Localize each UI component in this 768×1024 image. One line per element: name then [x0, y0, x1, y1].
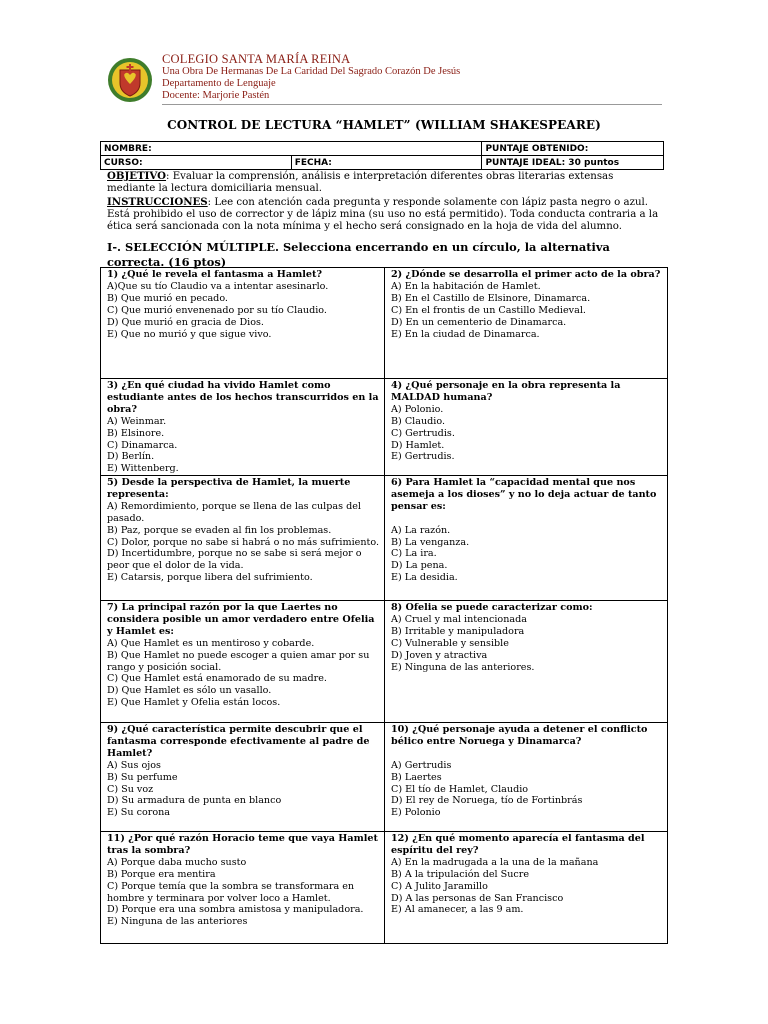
answer-option[interactable]: A)Que su tío Claudio va a intentar asesinarlo.	[107, 280, 329, 292]
answer-option[interactable]: C) Porque temía que la sombra se transformara en hombre y terminara por volver loco a Hamlet.	[107, 880, 355, 904]
answer-option[interactable]: D) Que Hamlet es sólo un vasallo.	[107, 685, 272, 697]
question-cell	[101, 476, 384, 600]
instructions-paragraph	[107, 196, 663, 234]
answer-option[interactable]: A) Gertrudis	[391, 759, 452, 771]
answer-option[interactable]: D) Que murió en gracia de Dios.	[107, 316, 264, 328]
answer-option[interactable]: B) Elsinore.	[107, 427, 165, 439]
school-info	[162, 52, 460, 102]
answer-option[interactable]: D) Hamlet.	[391, 439, 445, 451]
question-text: 3) ¿En qué ciudad ha vivido Hamlet como estudiante antes de los hechos transcurridos en la obra?	[107, 380, 379, 415]
answer-option[interactable]: E) Que no murió y que sigue vivo.	[107, 328, 272, 340]
question-cell	[101, 379, 384, 475]
question-cell	[384, 601, 667, 722]
question-cell	[101, 601, 384, 722]
question-text: 8) Ofelia se puede caracterizar como:	[391, 602, 593, 613]
answer-option[interactable]: D) Su armadura de punta en blanco	[107, 795, 282, 807]
answer-option[interactable]: D) Incertidumbre, porque no se sabe si será mejor o peor que el dolor de la vida.	[107, 548, 362, 572]
question-cell	[384, 723, 667, 831]
answer-option[interactable]: B) La venganza.	[391, 536, 470, 548]
school-subtitle: Una Obra De Hermanas De La Caridad Del Sagrado Corazón De Jesús	[162, 66, 461, 77]
answer-option[interactable]: E) Gertrudis.	[391, 451, 455, 463]
question-row	[101, 268, 667, 378]
answer-option[interactable]: A) En la habitación de Hamlet.	[391, 280, 541, 292]
answer-option[interactable]: E) Polonio	[391, 807, 441, 819]
answer-option[interactable]: D) La pena.	[391, 560, 448, 572]
question-cell	[101, 268, 384, 378]
answer-option[interactable]: E) En la ciudad de Dinamarca.	[391, 328, 540, 340]
answer-option[interactable]: C) El tío de Hamlet, Claudio	[391, 783, 529, 795]
puntaje-obtenido-field[interactable]: PUNTAJE OBTENIDO:	[482, 142, 664, 156]
answer-option[interactable]: C) En el frontis de un Castillo Medieval.	[391, 304, 586, 316]
objective-label: OBJETIVO	[107, 170, 167, 182]
answer-option[interactable]: C) Su voz	[107, 783, 154, 795]
question-text: 10) ¿Qué personaje ayuda a detener el conflicto bélico entre Noruega y Dinamarca?	[391, 724, 648, 747]
answer-option[interactable]: B) A la tripulación del Sucre	[391, 868, 530, 880]
answer-option[interactable]: B) En el Castillo de Elsinore, Dinamarca.	[391, 292, 591, 304]
answer-option[interactable]: E) Wittenberg.	[107, 463, 179, 475]
answer-option[interactable]: A) Cruel y mal intencionada	[391, 613, 527, 625]
answer-option[interactable]: A) La razón.	[391, 524, 451, 536]
student-info-table	[100, 141, 664, 170]
answer-option[interactable]: D) El rey de Noruega, tío de Fortinbrás	[391, 795, 583, 807]
curso-field[interactable]: CURSO:	[101, 156, 292, 170]
answer-option[interactable]: B) Que Hamlet no puede escoger a quien amar por su rango y posición social.	[107, 649, 370, 673]
question-text: 12) ¿En qué momento aparecía el fantasma del espíritu del rey?	[391, 833, 645, 856]
answer-option[interactable]: A) Sus ojos	[107, 759, 161, 771]
section-title: I-. SELECCIÓN MÚLTIPLE. Selecciona encerrando en un círculo, la alternativa correcta. (16 ptos)	[107, 240, 610, 269]
teacher: Docente: Marjorie Pastén	[162, 90, 270, 101]
question-cell	[384, 832, 667, 943]
answer-option[interactable]: D) Berlín.	[107, 451, 155, 463]
objective-text: : Evaluar la comprensión, análisis e interpretación diferentes obras literarias extensas mediante la lectura domiciliaria mensual.	[107, 171, 614, 195]
question-row	[101, 722, 667, 831]
question-text: 9) ¿Qué característica permite descubrir que el fantasma corresponde efectivamente al padre de Hamlet?	[107, 724, 370, 759]
question-row	[101, 475, 667, 600]
answer-option[interactable]: C) A Julito Jaramillo	[391, 880, 488, 892]
question-text: 11) ¿Por qué razón Horacio teme que vaya Hamlet tras la sombra?	[107, 833, 378, 856]
answer-option[interactable]: A) Polonio.	[391, 403, 444, 415]
question-cell	[101, 832, 384, 943]
instructions-text: : Lee con atención cada pregunta y responde solamente con lápiz pasta negro o azul. Está prohibido el uso de corrector y de lápiz mina (su uso no está permitido). Toda conducta contraria a la ética será sancionada con la nota mínima y el hecho será consignado en la hoja de vida del alumno.	[107, 196, 659, 233]
answer-option[interactable]: C) Que murió envenenado por su tío Claudio.	[107, 304, 327, 316]
question-cell	[101, 723, 384, 831]
question-row	[101, 831, 667, 943]
exam-title: CONTROL DE LECTURA “HAMLET” (WILLIAM SHAKESPEARE)	[167, 118, 601, 132]
spacer	[391, 513, 663, 525]
answer-option[interactable]: D) A las personas de San Francisco	[391, 892, 564, 904]
answer-option[interactable]: B) Laertes	[391, 771, 442, 783]
question-row	[101, 600, 667, 722]
answer-option[interactable]: B) Porque era mentira	[107, 868, 216, 880]
answer-option[interactable]: E) Ninguna de las anteriores	[107, 916, 248, 928]
answer-option[interactable]: B) Que murió en pecado.	[107, 292, 228, 304]
answer-option[interactable]: E) Al amanecer, a las 9 am.	[391, 904, 524, 916]
answer-option[interactable]: A) Weinmar.	[107, 415, 167, 427]
question-text: 5) Desde la perspectiva de Hamlet, la muerte representa:	[107, 477, 351, 500]
school-header	[106, 52, 666, 106]
questions-grid	[100, 267, 668, 944]
department: Departamento de Lenguaje	[162, 78, 276, 89]
question-text: 2) ¿Dónde se desarrolla el primer acto de la obra?	[391, 269, 661, 280]
answer-option[interactable]: E) Su corona	[107, 807, 171, 819]
question-cell	[384, 379, 667, 475]
answer-option[interactable]: C) Que Hamlet está enamorado de su madre.	[107, 673, 327, 685]
answer-option[interactable]: E) Catarsis, porque libera del sufrimiento.	[107, 572, 313, 584]
answer-option[interactable]: D) Porque era una sombra amistosa y manipuladora.	[107, 904, 364, 916]
question-cell	[384, 476, 667, 600]
question-text: 6) Para Hamlet la “capacidad mental que nos asemeja a los dioses” y no lo deja actuar de tanto pensar es:	[391, 477, 657, 512]
fecha-field[interactable]: FECHA:	[291, 156, 482, 170]
answer-option[interactable]: B) Paz, porque se evaden al fin los problemas.	[107, 524, 332, 536]
answer-option[interactable]: C) Gertrudis.	[391, 427, 455, 439]
school-name: COLEGIO SANTA MARÍA REINA	[162, 52, 351, 66]
answer-option[interactable]: C) Dolor, porque no sabe si habrá o no más sufrimiento.	[107, 536, 380, 548]
question-text: 7) La principal razón por la que Laertes no considera posible un amor verdadero entre Ofelia y Hamlet es:	[107, 602, 375, 637]
answer-option[interactable]: E) Que Hamlet y Ofelia están locos.	[107, 697, 281, 709]
question-text: 1) ¿Qué le revela el fantasma a Hamlet?	[107, 269, 323, 280]
answer-option[interactable]: B) Irritable y manipuladora	[391, 625, 525, 637]
answer-option[interactable]: A) Porque daba mucho susto	[107, 856, 247, 868]
answer-option[interactable]: D) En un cementerio de Dinamarca.	[391, 316, 567, 328]
answer-option[interactable]: A) Remordimiento, porque se llena de las culpas del pasado.	[107, 500, 361, 524]
answer-option[interactable]: A) En la madrugada a la una de la mañana	[391, 856, 599, 868]
answer-option[interactable]: C) La ira.	[391, 548, 437, 560]
puntaje-ideal-field: PUNTAJE IDEAL: 30 puntos	[482, 156, 664, 170]
answer-option[interactable]: E) Ninguna de las anteriores.	[391, 661, 535, 673]
answer-option[interactable]: C) Vulnerable y sensible	[391, 637, 509, 649]
header-divider	[162, 104, 662, 105]
spacer	[391, 748, 663, 760]
objective-paragraph	[107, 170, 663, 196]
question-cell	[384, 268, 667, 378]
school-crest-icon	[106, 56, 154, 104]
question-row	[101, 378, 667, 475]
instructions-block	[107, 170, 663, 233]
question-text: 4) ¿Qué personaje en la obra representa la MALDAD humana?	[391, 380, 621, 403]
answer-option[interactable]: B) Claudio.	[391, 415, 446, 427]
instructions-label: INSTRUCCIONES	[107, 195, 208, 208]
answer-option[interactable]: D) Joven y atractiva	[391, 649, 488, 661]
answer-option[interactable]: E) La desidia.	[391, 572, 458, 584]
answer-option[interactable]: A) Que Hamlet es un mentiroso y cobarde.	[107, 637, 315, 649]
answer-option[interactable]: C) Dinamarca.	[107, 439, 178, 451]
nombre-field[interactable]: NOMBRE:	[101, 142, 482, 156]
answer-option[interactable]: B) Su perfume	[107, 771, 178, 783]
